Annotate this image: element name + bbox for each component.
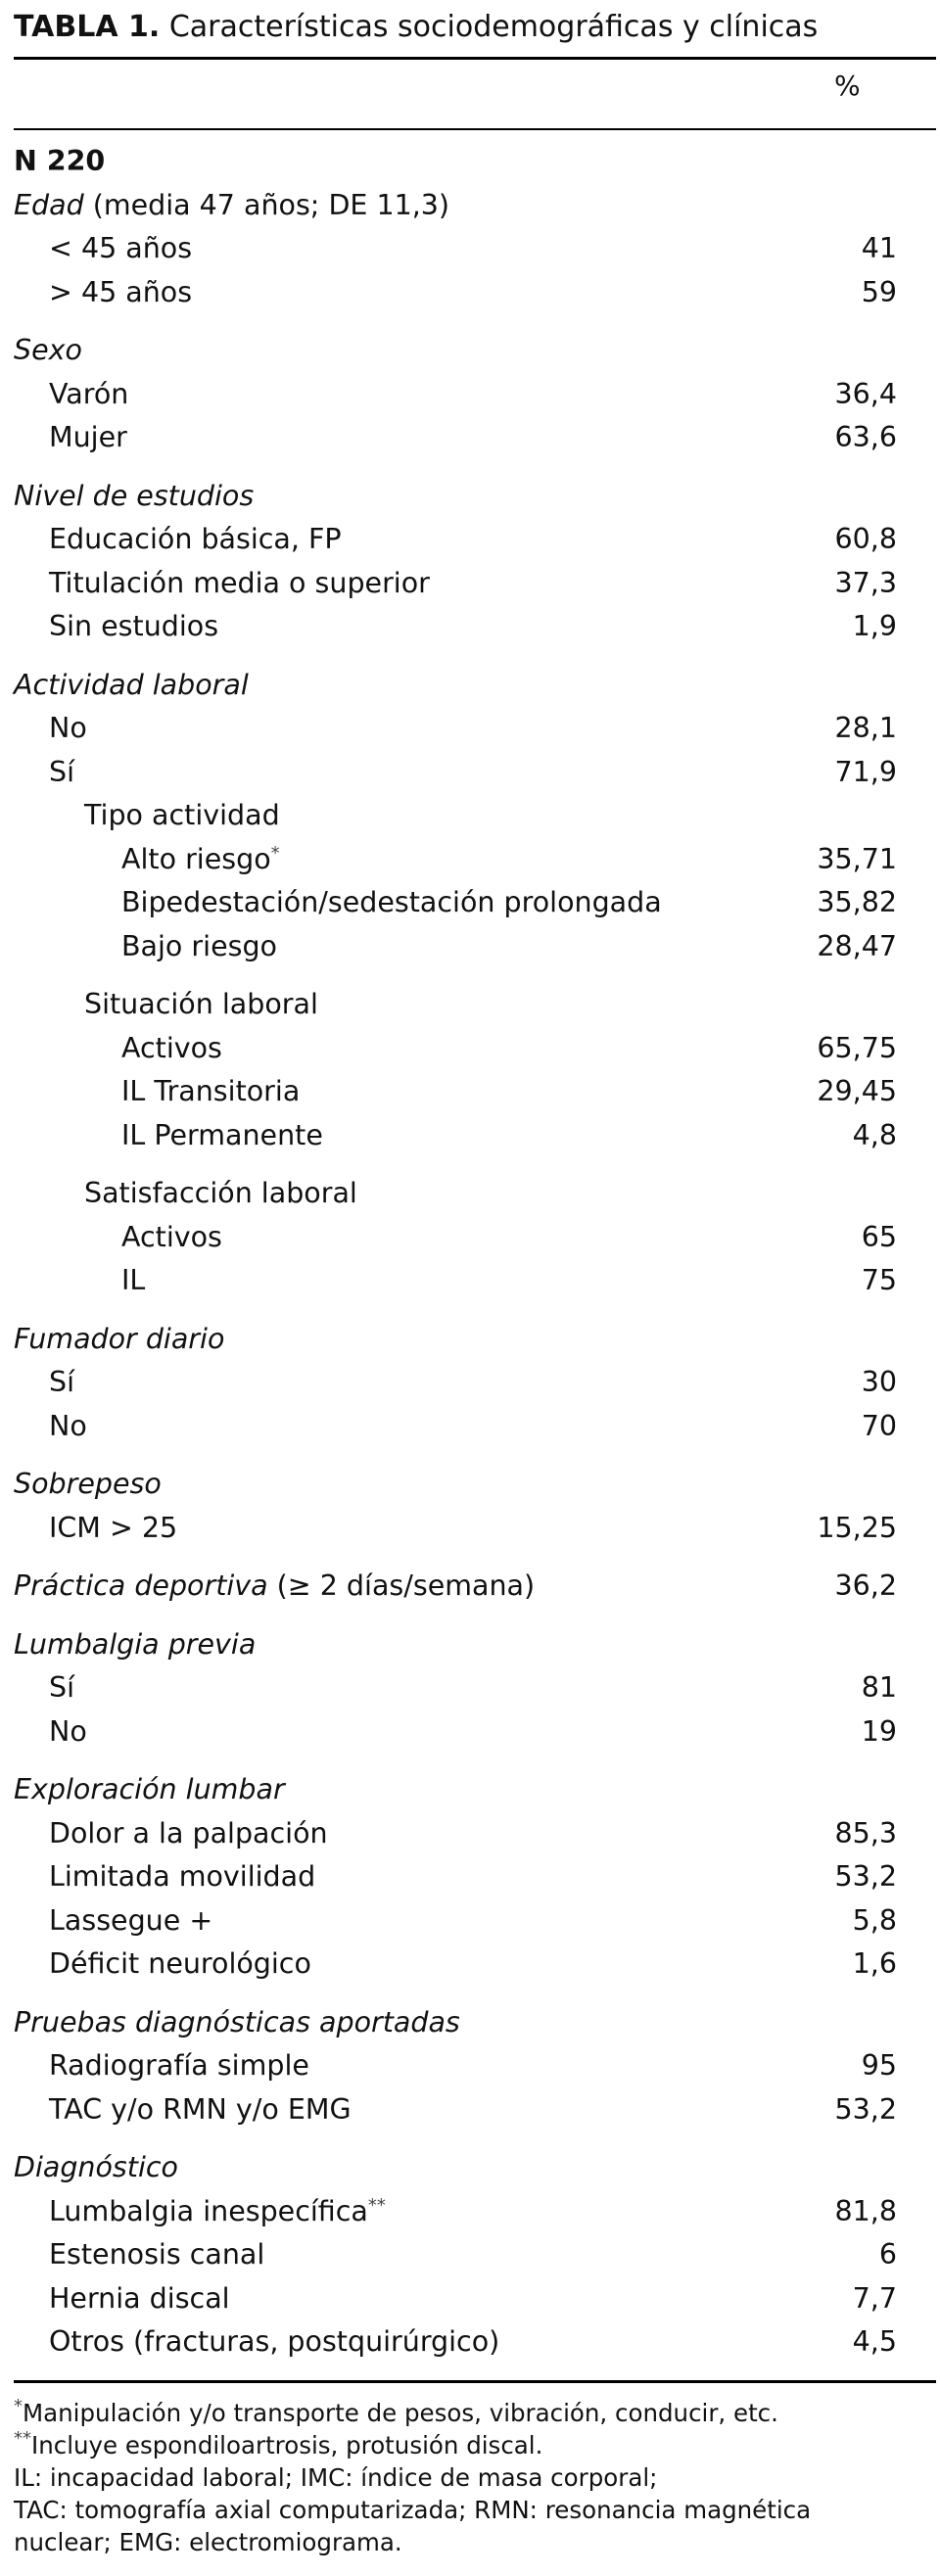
sample-size: N 220 bbox=[14, 145, 106, 177]
row-label: Déficit neurológico bbox=[49, 1947, 311, 1980]
footnote-3: IL: incapacidad laboral; IMC: índice de masa corporal; bbox=[14, 2462, 658, 2492]
table-row bbox=[14, 2190, 936, 2234]
footnote-mark: * bbox=[14, 2395, 23, 2416]
table-row bbox=[14, 1216, 936, 1260]
row-label: < 45 años bbox=[49, 232, 193, 264]
row-value: 65,75 bbox=[817, 1031, 897, 1064]
table-row bbox=[14, 1027, 936, 1071]
table-row bbox=[14, 562, 936, 606]
group-title: Sobrepeso bbox=[14, 1468, 162, 1500]
group-header-diagnostico bbox=[14, 2146, 936, 2190]
table-row bbox=[14, 1361, 936, 1405]
row-value: 70 bbox=[861, 1409, 897, 1442]
row-value: 81 bbox=[861, 1671, 897, 1704]
group-header-sexo bbox=[14, 329, 936, 373]
group-header-actividad bbox=[14, 664, 936, 708]
table-caption bbox=[14, 6, 936, 60]
row-value: 59 bbox=[861, 275, 897, 308]
subgroup-header-satisfaccion bbox=[14, 1172, 936, 1216]
table-row bbox=[14, 1855, 936, 1899]
table-row bbox=[14, 1507, 936, 1551]
table-title: Características sociodemográficas y clínicas bbox=[168, 10, 819, 44]
row-label: Lumbalgia inespecífica bbox=[49, 2194, 368, 2227]
row-value: 4,8 bbox=[852, 1118, 897, 1151]
row-label: IL bbox=[121, 1264, 146, 1296]
table-row bbox=[14, 1259, 936, 1303]
row-value: 85,3 bbox=[834, 1816, 897, 1850]
group-title: Edad bbox=[14, 188, 84, 221]
table-footnotes bbox=[14, 2380, 936, 2558]
table-row bbox=[14, 373, 936, 417]
group-header-lumbalgia bbox=[14, 1623, 936, 1667]
row-value: 60,8 bbox=[834, 523, 897, 555]
group-note: (media 47 años; DE 11,3) bbox=[83, 188, 450, 221]
row-value: 37,3 bbox=[834, 566, 897, 599]
percent-column-header: % bbox=[834, 70, 861, 102]
group-row-deportiva bbox=[14, 1565, 936, 1609]
row-label: Sí bbox=[49, 1366, 75, 1398]
group-title: Actividad laboral bbox=[14, 668, 249, 701]
row-value: 28,47 bbox=[817, 929, 897, 962]
row-value: 30 bbox=[861, 1366, 897, 1398]
group-header-edad bbox=[14, 184, 936, 228]
row-label: > 45 años bbox=[49, 275, 193, 308]
row-value: 81,8 bbox=[834, 2194, 897, 2227]
row-value: 19 bbox=[861, 1714, 897, 1748]
row-value: 95 bbox=[861, 2049, 897, 2082]
row-label: Mujer bbox=[49, 421, 127, 453]
row-value: 28,1 bbox=[834, 712, 897, 744]
group-title: Pruebas diagnósticas aportadas bbox=[14, 2005, 460, 2038]
row-label: Dolor a la palpación bbox=[49, 1816, 328, 1850]
table-row bbox=[14, 2088, 936, 2132]
row-label: Limitada movilidad bbox=[49, 1860, 316, 1893]
group-title: Sexo bbox=[14, 334, 82, 366]
footnote-mark: ** bbox=[14, 2427, 31, 2449]
row-label: No bbox=[49, 1714, 87, 1748]
table-row bbox=[14, 1899, 936, 1944]
group-header-estudios bbox=[14, 475, 936, 519]
table-page bbox=[14, 0, 936, 2558]
row-label: Alto riesgo bbox=[121, 842, 271, 875]
group-note: (≥ 2 días/semana) bbox=[267, 1569, 536, 1602]
table-row bbox=[14, 707, 936, 751]
row-label: Otros (fracturas, postquirúrgico) bbox=[49, 2325, 500, 2358]
row-label: TAC y/o RMN y/o EMG bbox=[49, 2092, 352, 2126]
table-row bbox=[14, 1114, 936, 1158]
table-row bbox=[14, 1070, 936, 1114]
row-value: 5,8 bbox=[852, 1903, 897, 1937]
row-value: 6 bbox=[878, 2238, 897, 2271]
row-value: 35,82 bbox=[817, 886, 897, 918]
table-row bbox=[14, 416, 936, 460]
footnote-1: *Manipulación y/o transporte de pesos, vibración, conducir, etc. bbox=[14, 2395, 778, 2427]
table-row bbox=[14, 1943, 936, 1987]
table-row bbox=[14, 227, 936, 271]
row-label: No bbox=[49, 1409, 87, 1442]
row-value: 35,71 bbox=[817, 842, 897, 875]
table-row bbox=[14, 1710, 936, 1755]
subgroup-header-tipo bbox=[14, 794, 936, 838]
group-title: Práctica deportiva bbox=[14, 1569, 268, 1602]
row-value: 53,2 bbox=[834, 1860, 897, 1893]
table-row bbox=[14, 751, 936, 795]
row-label: Radiografía simple bbox=[49, 2049, 309, 2082]
group-header-sobrepeso bbox=[14, 1463, 936, 1507]
row-label: Educación básica, FP bbox=[49, 523, 342, 555]
row-label: Sí bbox=[49, 1671, 75, 1704]
subgroup-title: Tipo actividad bbox=[84, 799, 280, 831]
table-row bbox=[14, 881, 936, 925]
table-row bbox=[14, 2277, 936, 2321]
table-number: TABLA 1. bbox=[14, 10, 161, 44]
footnote-mark: ** bbox=[367, 2194, 386, 2216]
row-label: Activos bbox=[121, 1031, 222, 1064]
row-value: 63,6 bbox=[834, 421, 897, 453]
subgroup-title: Situación laboral bbox=[84, 988, 318, 1020]
row-label: Hernia discal bbox=[49, 2281, 230, 2315]
row-value: 41 bbox=[861, 232, 897, 264]
row-label: IL Transitoria bbox=[121, 1075, 301, 1107]
row-label: IL Permanente bbox=[121, 1118, 323, 1151]
row-value: 53,2 bbox=[834, 2092, 897, 2126]
row-label: Activos bbox=[121, 1220, 222, 1253]
sample-size-row bbox=[14, 140, 936, 184]
row-value: 29,45 bbox=[817, 1075, 897, 1107]
footnote-5: nuclear; EMG: electromiograma. bbox=[14, 2527, 402, 2556]
row-value: 71,9 bbox=[834, 755, 897, 788]
row-value: 65 bbox=[861, 1220, 897, 1253]
group-title: Diagnóstico bbox=[14, 2151, 178, 2183]
table-body bbox=[14, 130, 936, 2365]
row-label: Varón bbox=[49, 377, 129, 410]
footnote-4: TAC: tomografía axial computarizada; RMN: resonancia magnética bbox=[14, 2495, 812, 2524]
row-value: 7,7 bbox=[852, 2281, 897, 2315]
table-row bbox=[14, 925, 936, 969]
table-row bbox=[14, 518, 936, 562]
table-row bbox=[14, 1812, 936, 1856]
row-label: No bbox=[49, 712, 87, 744]
group-header-fumador bbox=[14, 1318, 936, 1362]
group-title: Exploración lumbar bbox=[14, 1773, 285, 1805]
row-label: Titulación media o superior bbox=[49, 566, 430, 599]
table-row bbox=[14, 2320, 936, 2365]
row-label: ICM > 25 bbox=[49, 1511, 178, 1544]
group-title: Nivel de estudios bbox=[14, 479, 255, 512]
row-label: Sí bbox=[49, 755, 75, 788]
table-row bbox=[14, 605, 936, 649]
group-header-exploracion bbox=[14, 1768, 936, 1812]
column-header-row bbox=[14, 60, 936, 130]
row-label: Bipedestación/sedestación prolongada bbox=[121, 886, 662, 918]
row-value: 15,25 bbox=[817, 1511, 897, 1544]
table-row bbox=[14, 2233, 936, 2277]
row-value: 36,2 bbox=[834, 1569, 897, 1602]
table-row bbox=[14, 1405, 936, 1449]
row-value: 1,6 bbox=[852, 1947, 897, 1980]
row-value: 4,5 bbox=[852, 2325, 897, 2358]
row-value: 1,9 bbox=[852, 610, 897, 642]
table-row bbox=[14, 271, 936, 315]
table-row bbox=[14, 2044, 936, 2088]
row-label: Lassegue + bbox=[49, 1903, 213, 1937]
group-header-pruebas bbox=[14, 2001, 936, 2045]
subgroup-title: Satisfacción laboral bbox=[84, 1177, 357, 1209]
row-label: Bajo riesgo bbox=[121, 929, 277, 962]
subgroup-header-situacion bbox=[14, 983, 936, 1027]
row-value: 36,4 bbox=[834, 377, 897, 410]
group-title: Fumador diario bbox=[14, 1322, 225, 1355]
footnote-mark: * bbox=[270, 842, 280, 864]
row-label: Estenosis canal bbox=[49, 2238, 265, 2271]
group-title: Lumbalgia previa bbox=[14, 1627, 257, 1661]
row-value: 75 bbox=[861, 1264, 897, 1296]
footnote-2: **Incluye espondiloartrosis, protusión discal. bbox=[14, 2427, 543, 2459]
table-row bbox=[14, 838, 936, 882]
table-row bbox=[14, 1666, 936, 1710]
row-label: Sin estudios bbox=[49, 610, 219, 642]
